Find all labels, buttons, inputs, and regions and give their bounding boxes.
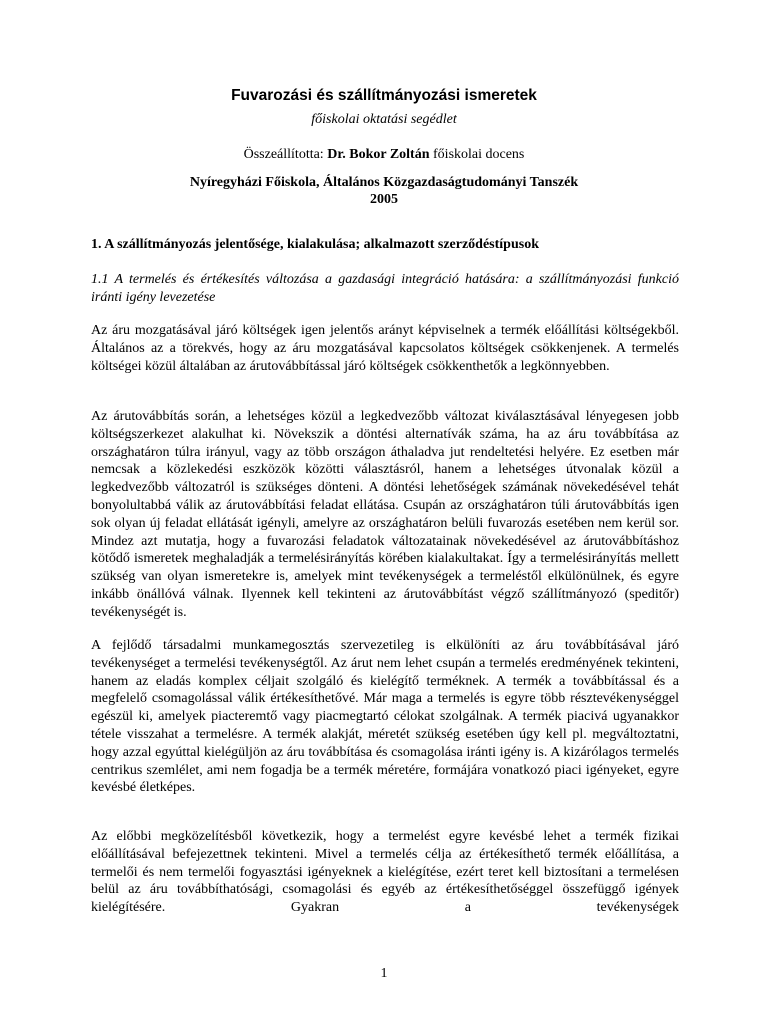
section-heading-1-1: 1.1 A termelés és értékesítés változása a gazdasági integráció hatására: a szállítmányozási funkció iránti igény levezetése xyxy=(91,272,679,305)
institution: Nyíregyházi Főiskola, Általános Közgazdaságtudományi Tanszék xyxy=(189,175,579,190)
page-number: 1 xyxy=(380,966,388,981)
compiled-label: Összeállította: xyxy=(243,147,324,162)
document-title: Fuvarozási és szállítmányozási ismeretek xyxy=(231,87,537,104)
paragraph-3: A fejlődő társadalmi munkamegosztás szervezetileg is elkülöníti az áru továbbításával járó tevékenységet a termelési tevékenységtől. Az árut nem lehet csupán a termelés eredményének tekinteni, hanem az eladás komplex céljait szolgáló és kielégítő terméknek. A termék a továbbítással és a megfelelő csomagolással válik értékesíthetővé. Már maga a termelés is egyre több résztevékenységgel egészül ki, amelyek piacteremtő vagy piacmegtartó célokat szolgálnak. A termék piacivá ugyanakkor tétele visszahat a termelésre. A termék alakját, méretét szükség esetében úgy kell pl. megváltoztatni, hogy azzal egyúttal kielégüljön az áru továbbítása és csomagolása iránti igény is. A kizárólagos termelés centrikus szemlélet, ami nem fogadja be a termék méretére, formájára vonatkozó piaci igényeket, egyre kevésbé életképes. xyxy=(91,638,679,796)
paragraph-2: Az árutovábbítás során, a lehetséges közül a legkedvezőbb változat kiválasztásával lényegesen jobb költségszerkezet alakulhat ki. Növekszik a döntési alternatívák száma, ha az áru továbbítása az országhatáron túlra irányul, vagy az több országon áthaladva jut rendeltetési helyére. Ez esetben már nemcsak a közlekedési eszközök közötti választásról, hanem a lehetséges útvonalak közül a legkedvezőbb változatról is szükséges dönteni. A döntési lehetőségek számának növekedésével tehát bonyolultabbá válik az árutovábbítási feladat ellátása. Csupán az országhatáron túli árutovábbítás igen sok olyan új feladat ellátását igényli, amelyre az országhatáron belüli fuvarozás esetében nem kerül sor. Mindez azt mutatja, hogy a fuvarozási feladatok változatainak növekedésével az árutovábbításhoz kötődő ismeretek meghaladják a termelésirányítás körében kialakultakat. Így a termelésirányítás mellett szükség van olyan ismeretekre is, amelyek mint tevékenységek a termeléstől elkülönülnek, és egyre inkább önállóvá válnak. Ilyennek kell tekinteni az árutovábbítást végző szállítmányozó (speditőr) tevékenységét is. xyxy=(91,409,679,620)
section-heading-1: 1. A szállítmányozás jelentősége, kialakulása; alkalmazott szerződéstípusok xyxy=(91,237,539,252)
paragraph-4: Az előbbi megközelítésből következik, hogy a termelést egyre kevésbé lehet a termék fizikai előállításával befejezettnek tekinteni. Mivel a termelés célja az értékesíthető termék előállítása, a termelői és nem termelői fogyasztási igényeknek a kielégítése, ezért teret kell biztosítani a termelésen belül az áru továbbíthatósági, csomagolási és egyéb az értékesíthetőséggel összefüggő igények kielégítésére. Gyakran a tevékenységek xyxy=(91,829,679,916)
paragraph-1: Az áru mozgatásával járó költségek igen jelentős arányt képviselnek a termék előállítási költségekből. Általános az a törekvés, hogy az áru mozgatásával kapcsolatos költségek csökkenjenek. A termelés költségei közül általában az árutovábbítással járó költségek csökkenthetők a legkönnyebben. xyxy=(91,323,679,374)
author-line xyxy=(0,146,768,164)
document-subtitle: főiskolai oktatási segédlet xyxy=(311,112,457,127)
author-role: főiskolai docens xyxy=(433,147,525,162)
year: 2005 xyxy=(370,192,398,207)
author-name: Dr. Bokor Zoltán xyxy=(327,147,430,162)
